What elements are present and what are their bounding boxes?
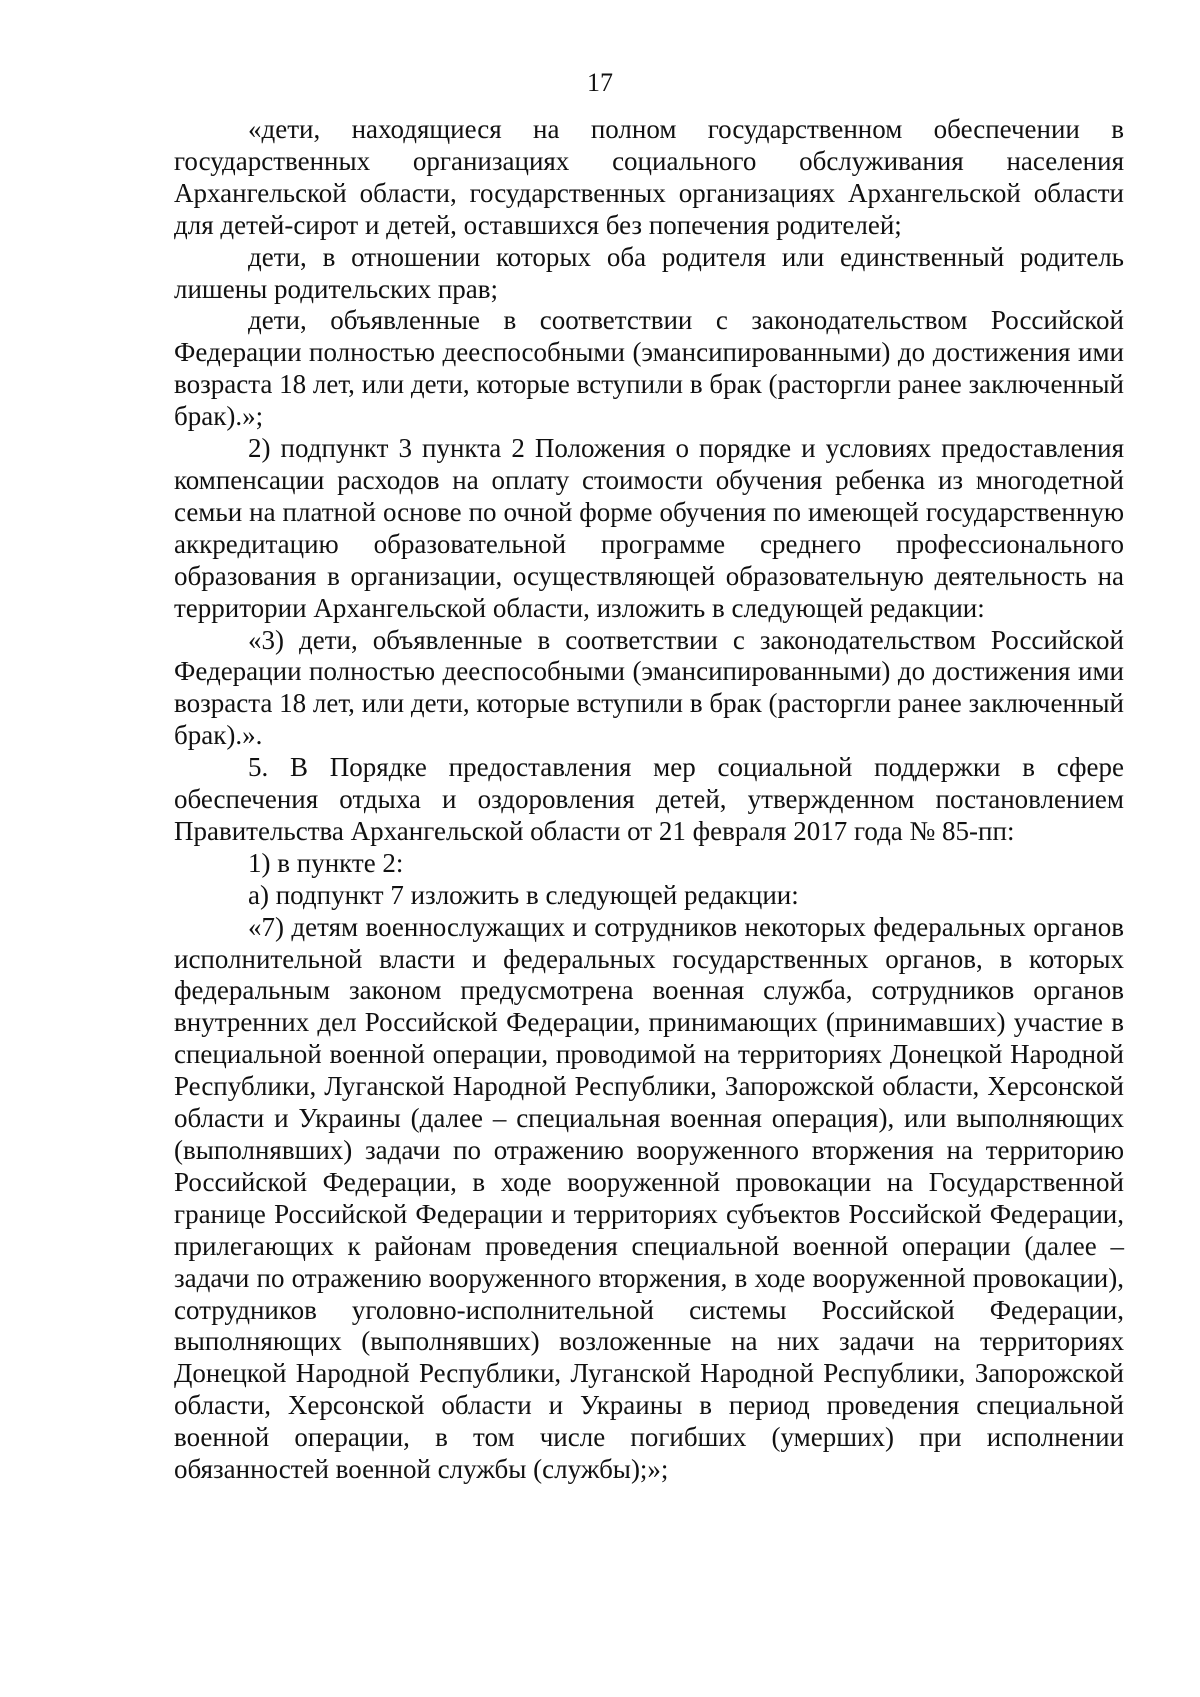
paragraph-1: «дети, находящиеся на полном государственном обеспечении в государственных организациях социального обслуживания населения Архангельской области, государственных организациях Архангельской области для детей-сирот и детей, оставшихся без попечения родителей; (174, 114, 1124, 240)
paragraph-4: 2) подпункт 3 пункта 2 Положения о порядке и условиях предоставления компенсации расходов на оплату стоимости обучения ребенка из многодетной семьи на платной основе по очной форме обучения по имеющей государственную аккредитацию образовательной программе среднего профессионального образования в организации, осуществляющей образовательную деятельность на территории Архангельской области, изложить в следующей редакции: (174, 433, 1124, 623)
paragraph-8: а) подпункт 7 изложить в следующей редакции: (248, 879, 799, 910)
paragraph-7: 1) в пункте 2: (248, 847, 404, 878)
paragraph-3: дети, объявленные в соответствии с законодательством Российской Федерации полностью дееспособными (эмансипированными) до достижения ими возраста 18 лет, или дети, которые вступили в брак (расторгли ранее заключенный брак).»; (174, 305, 1124, 432)
paragraph-9: «7) детям военнослужащих и сотрудников некоторых федеральных органов исполнительной власти и федеральных государственных органов, в которых федеральным законом предусмотрена военная служба, сотрудников органов внутренних дел Российской Федерации, принимающих (принимавших) участие в специальной военной операции, проводимой на территориях Донецкой Народной Республики, Луганской Народной Республики, Запорожской области, Херсонской области и Украины (далее – специальная военная операция), или выполняющих (выполнявших) задачи по отражению вооруженного вторжения на территорию Российской Федерации, в ходе вооруженной провокации на Государственной границе Российской Федерации и территориях субъектов Российской Федерации, прилегающих к районам проведения специальной военной операции (далее – задачи по отражению вооруженного вторжения, в ходе вооруженной провокации), сотрудников уголовно-исполнительной системы Российской Федерации, выполняющих (выполнявших) возложенные на них задачи на территориях Донецкой Народной Республики, Луганской Народной Республики, Запорожской области, Херсонской области и Украины в период проведения специальной военной операции, в том числе погибших (умерших) при исполнении обязанностей военной службы (службы);»; (174, 911, 1124, 1485)
paragraph-6: 5. В Порядке предоставления мер социальной поддержки в сфере обеспечения отдыха и оздоровления детей, утвержденном постановлением Правительства Архангельской области от 21 февраля 2017 года № 85-пп: (174, 752, 1124, 846)
document-body (174, 114, 1124, 1486)
page-number: 17 (587, 68, 613, 97)
paragraph-5: «3) дети, объявленные в соответствии с законодательством Российской Федерации полностью дееспособными (эмансипированными) до достижения ими возраста 18 лет, или дети, которые вступили в брак (расторгли ранее заключенный брак).». (174, 624, 1124, 751)
paragraph-2: дети, в отношении которых оба родителя или единственный родитель лишены родительских прав; (174, 241, 1124, 304)
